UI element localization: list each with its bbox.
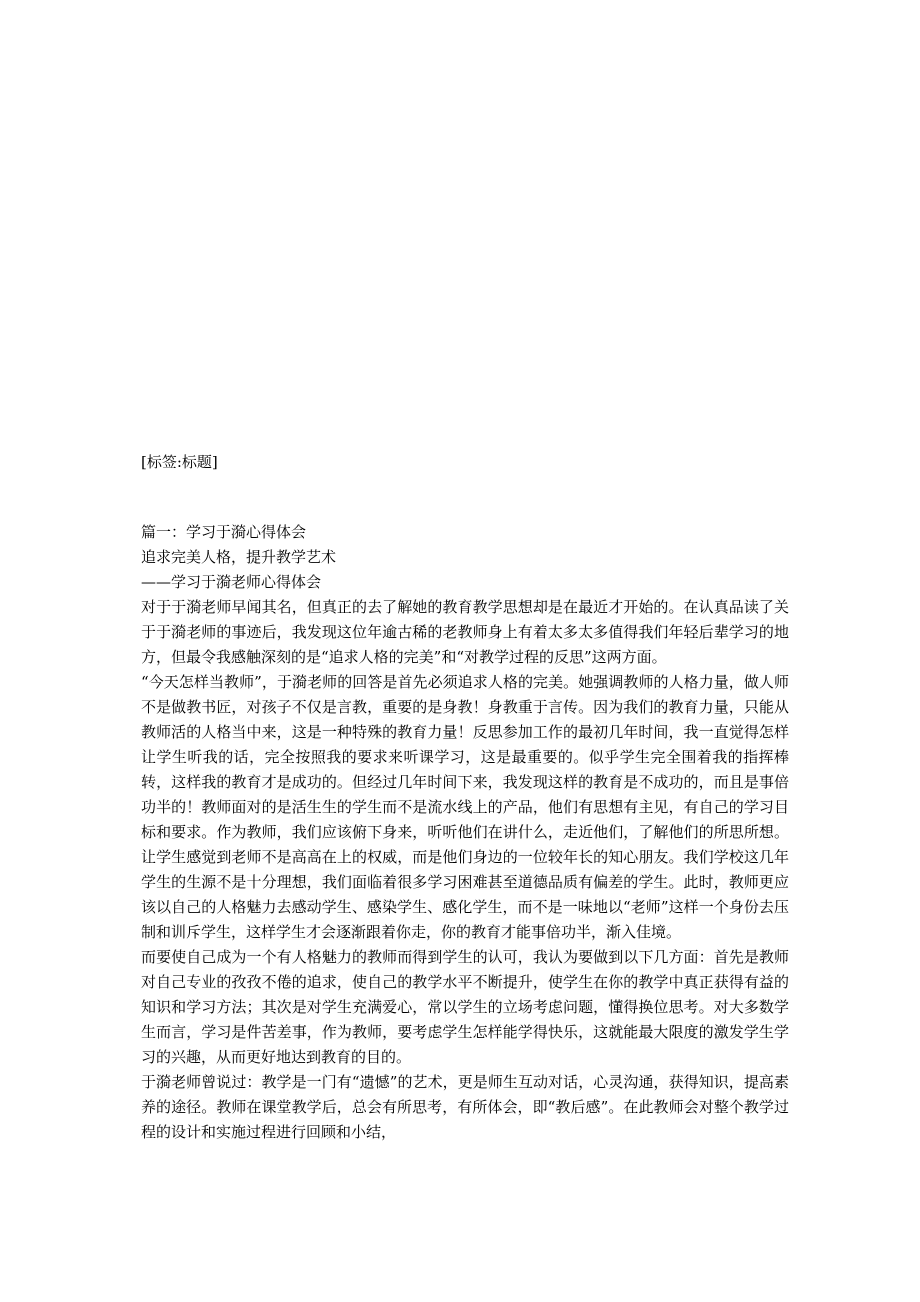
- tag-label: [标签:标题]: [141, 453, 218, 471]
- paragraph: 而要使自己成为一个有人格魅力的教师而得到学生的认可，我认为要做到以下几方面：首先是教师对自己专业的孜孜不倦的追求，使自己的教学水平不断提升，使学生在你的教学中真正获得有益的知识和学习方法；其次是对学生充满爱心，常以学生的立场考虑问题，懂得换位思考。对大多数学生而言，学习是件苦差事，作为教师，要考虑学生怎样能学得快乐，这就能最大限度的激发学生学习的兴趣，从而更好地达到教育的目的。: [141, 948, 789, 1066]
- article-body: [141, 520, 789, 1145]
- paragraph: “今天怎样当教师”，于漪老师的回答是首先必须追求人格的完美。她强调教师的人格力量，做人师不是做教书匠，对孩子不仅是言教，重要的是身教！身教重于言传。因为我们的教育力量，只能从教师活的人格当中来，这是一种特殊的教育力量！反思参加工作的最初几年时间，我一直觉得怎样让学生听我的话，完全按照我的要求来听课学习，这是最重要的。似乎学生完全围着我的指挥棒转，这样我的教育才是成功的。但经过几年时间下来，我发现这样的教育是不成功的，而且是事倍功半的！教师面对的是活生生的学生而不是流水线上的产品，他们有思想有主见，有自己的学习目标和要求。作为教师，我们应该俯下身来，听听他们在讲什么，走近他们，了解他们的所思所想。让学生感觉到老师不是高高在上的权威，而是他们身边的一位较年长的知心朋友。我们学校这几年学生的生源不是十分理想，我们面临着很多学习困难甚至道德品质有偏差的学生。此时，教师更应该以自己的人格魅力去感动学生、感染学生、感化学生，而不是一味地以“老师”这样一个身份去压制和训斥学生，这样学生才会逐渐跟着你走，你的教育才能事倍功半，渐入佳境。: [141, 673, 789, 941]
- paragraph: 于漪老师曾说过：教学是一门有“遗憾”的艺术，更是师生互动对话，心灵沟通，获得知识，提高素养的途径。教师在课堂教学后，总会有所思考，有所体会，即“教后感”。在此教师会对整个教学过程的设计和实施过程进行回顾和小结，: [141, 1073, 789, 1141]
- section-title: 篇一：学习于漪心得体会: [141, 523, 307, 541]
- article-byline: ——学习于漪老师心得体会: [141, 573, 322, 591]
- paragraph: 对于于漪老师早闻其名，但真正的去了解她的教育教学思想却是在最近才开始的。在认真品读了关于于漪老师的事迹后，我发现这位年逾古稀的老教师身上有着太多太多值得我们年轻后辈学习的地方，但最令我感触深刻的是“追求人格的完美”和“对教学过程的反思”这两方面。: [141, 598, 789, 666]
- article-subtitle: 追求完美人格，提升教学艺术: [141, 548, 337, 566]
